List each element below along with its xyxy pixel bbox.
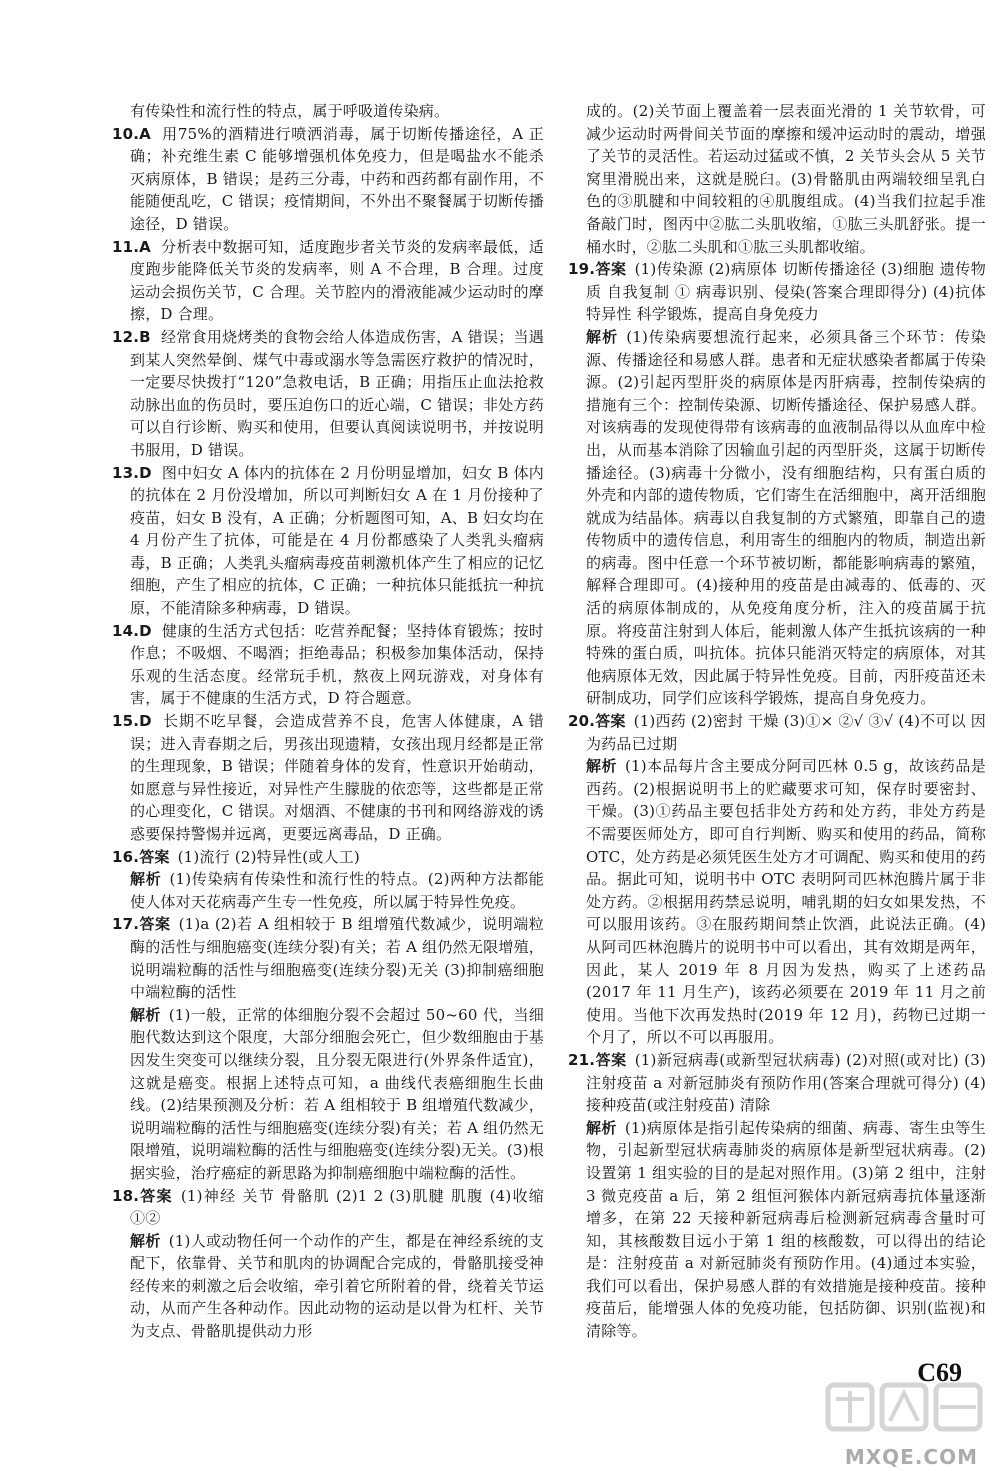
question-number: 18. bbox=[112, 1186, 140, 1205]
question-number: 14.D bbox=[112, 621, 152, 640]
question-text: 经常食用烧烤类的食物会给人体造成伤害，A 错误；当遇到某人突然晕倒、煤气中毒或溺水等急需医疗救护的情况时，一定要尽快拨打“120”急救电话，B 正确；用指压止血法抢救动脉出血的伤员时，要压迫伤口的近心端，C 错误；非处方药可以自行诊断、购买和使用，但要认真阅读说明书，并按说明书服用，D 错误。 bbox=[130, 327, 544, 459]
question-21 bbox=[568, 1049, 986, 1343]
question-15 bbox=[112, 710, 544, 846]
question-18 bbox=[112, 1185, 544, 1343]
answer-text: (1)流行 (2)特异性(或人工) bbox=[177, 847, 360, 866]
answer-label: 答案 bbox=[139, 847, 170, 866]
analysis-text: (1)传染病有传染性和流行性的特点。(2)两种方法都能使人体对天花病毒产生专一性免疫，所以属于特异性免疫。 bbox=[130, 870, 544, 911]
answer-text: (1)a (2)若 A 组相较于 B 组增殖代数减少，说明端粒酶的活性与细胞癌变(连续分裂)有关；若 A 组仍然无限增殖，说明端粒酶的活性与细胞癌变(连续分裂)无关 (3)抑制癌细胞中端粒酶的活性 bbox=[130, 915, 544, 1002]
answer-line bbox=[112, 913, 544, 1003]
analysis-text: (1)人或动物任何一个动作的产生，都是在神经系统的支配下，依靠骨、关节和肌肉的协调配合完成的，骨骼肌接受神经传来的刺激之后会收缩，牵引着它所附着的骨，绕着关节运动，从而产生各种动作。因此动物的运动是以骨为杠杆、关节为支点、骨骼肌提供动力形 bbox=[130, 1231, 544, 1341]
answer-text: (1)西药 (2)密封 干燥 (3)①× ②√ ③√ (4)不可以 因为药品已过期 bbox=[586, 712, 986, 753]
question-20 bbox=[568, 710, 986, 1049]
intro-text: 有传染性和流行性的特点，属于呼吸道传染病。 bbox=[130, 102, 450, 120]
answer-label: 答案 bbox=[595, 712, 626, 731]
question-number: 13.D bbox=[112, 463, 152, 482]
answer-line bbox=[568, 710, 986, 755]
question-18-continued: 成的。(2)关节面上覆盖着一层表面光滑的 1 关节软骨，可减少运动时两骨间关节面的摩擦和缓冲运动时的震动，增强了关节的灵活性。若运动过猛或不慎，2 关节头会从 5 关节窝里滑脱出来，这就是脱臼。(3)骨骼肌由两端较细呈乳白色的③肌腱和中间较粗的④肌腹组成。(4)当我们拉起手准备敲门时，图丙中②肱二头肌收缩，①肱三头肌舒张。提一桶水时，②肱二头肌和①肱三头肌都收缩。 bbox=[586, 102, 986, 256]
answer-text: (1)新冠病毒(或新型冠状病毒) (2)对照(或对比) (3)注射疫苗 a 对新冠肺炎有预防作用(答案合理就可得分) (4)接种疫苗(或注射疫苗) 清除 bbox=[586, 1050, 986, 1115]
question-number: 15.D bbox=[112, 712, 152, 731]
answer-label: 答案 bbox=[139, 1186, 173, 1205]
analysis-line bbox=[112, 1230, 544, 1343]
analysis-label: 解析 bbox=[586, 1118, 617, 1137]
question-11 bbox=[112, 236, 544, 326]
question-number: 12.B bbox=[112, 327, 151, 346]
question-17 bbox=[112, 913, 544, 1184]
question-number: 19. bbox=[568, 260, 596, 279]
answer-line bbox=[112, 1185, 544, 1230]
page-number: C69 bbox=[917, 1358, 962, 1387]
question-12 bbox=[112, 326, 544, 462]
question-number: 10.A bbox=[112, 124, 151, 143]
left-column bbox=[112, 100, 544, 1343]
answer-label: 答案 bbox=[139, 915, 171, 934]
question-number: 17. bbox=[112, 915, 140, 934]
analysis-text: (1)本品每片含主要成分阿司匹林 0.5 g，故该药品是西药。(2)根据说明书上的贮藏要求可知，保存时要密封、干燥。(3)①药品主要包括非处方药和处方药，非处方药是不需要医师处方，即可自行判断、购买和使用的药品，简称 OTC，处方药是必须凭医生处方才可调配、购买和使用的药品。据此可知，说明书中 OTC 表明阿司匹林泡腾片属于非处方药。②根据用药禁忌说明，哺乳期的妇女如果发热，不可以服用该药。③在服药期间禁止饮酒，此说法正确。(4)从阿司匹林泡腾片的说明书中可以看出，其有效期是两年，因此，某人 2019 年 8 月因为发热，购买了上述药品(2017 年 11 月生产)，该药必须要在 2019 年 11 月之前使用。当他下次再发热时(2019 年 12 月)，药物已过期一个月了，所以不可以再服用。 bbox=[586, 757, 986, 1047]
analysis-text: (1)一般，正常的体细胞分裂不会超过 50~60 代，当细胞代数达到这个限度，大部分细胞会死亡，但少数细胞由于基因发生突变可以继续分裂，且分裂无限进行(外界条件适宜)，这就是癌变。根据上述特点可知，a 曲线代表癌细胞生长曲线。(2)结果预测及分析：若 A 组相较于 B 组增殖代数减少，说明端粒酶的活性与细胞癌变(连续分裂)有关；若 A 组仍然无限增殖，说明端粒酶的活性与细胞癌变(连续分裂)无关。(3)根据实验，治疗癌症的新思路为抑制癌细胞中端粒酶的活性。 bbox=[130, 1005, 544, 1182]
analysis-text: (1)传染病要想流行起来，必须具备三个环节：传染源、传播途径和易感人群。患者和无症状感染者都属于传染源。(2)引起丙型肝炎的病原体是丙肝病毒，控制传染病的措施有三个：控制传染源、切断传播途径、保护易感人群。对该病毒的发现使得带有该病毒的血液制品得以从血库中检出，从而基本消除了因输血引起的丙型肝炎，这属于切断传播途径。(3)病毒十分微小，没有细胞结构，只有蛋白质的外壳和内部的遗传物质，它们寄生在活细胞中，离开活细胞就成为结晶体。病毒以自我复制的方式繁殖，即靠自己的遗传物质中的遗传信息，利用寄生的细胞内的物质，制造出新的病毒。图中任意一个环节被切断，都能影响病毒的繁殖，解释合理即可。(4)接种用的疫苗是由减毒的、低毒的、灭活的病原体制成的，从免疫角度分析，注入的疫苗属于抗原。将疫苗注射到人体后，能刺激人体产生抵抗该病的一种特殊的蛋白质，叫抗体。抗体只能消灭特定的病原体，对其他病原体无效，因此属于特异性免疫。目前，丙肝疫苗还未研制成功，同学们应该科学锻炼，提高自身免疫力。 bbox=[586, 327, 986, 708]
analysis-line bbox=[112, 1004, 544, 1185]
answer-line bbox=[568, 1049, 986, 1117]
question-text: 用75%的酒精进行喷洒消毒，属于切断传播途径，A 正确；补充维生素 C 能够增强机体免疫力，但是喝盐水不能杀灭病原体，B 错误；是药三分毒，中药和西药都有副作用，不能随便乱吃，C 错误；疫情期间，不外出不聚餐属于切断传播途径，D 错误。 bbox=[130, 124, 544, 233]
right-column bbox=[568, 100, 986, 1343]
analysis-label: 解析 bbox=[130, 870, 162, 889]
answer-label: 答案 bbox=[595, 1050, 627, 1069]
analysis-text: (1)病原体是指引起传染病的细菌、病毒、寄生虫等生物，引起新型冠状病毒肺炎的病原体是新型冠状病毒。(2)设置第 1 组实验的目的是起对照作用。(3)第 2 组中，注射 3 微克疫苗 a 后，第 2 组恒河猴体内新冠病毒抗体量逐渐增多，在第 22 天接种新冠病毒后检测新冠病毒含量时可知，其核酸数目远小于第 1 组的核酸数，可以得出的结论是：注射疫苗 a 对新冠肺炎有预防作用。(4)通过本实验，我们可以看出，保护易感人群的有效措施是接种疫苗。接种疫苗后，能增强人体的免疫功能，包括防御、识别(监视)和清除等。 bbox=[586, 1118, 987, 1341]
answer-line bbox=[568, 258, 986, 326]
question-text: 图中妇女 A 体内的抗体在 2 月份明显增加，妇女 B 体内的抗体在 2 月份没增加，所以可判断妇女 A 在 1 月份接种了疫苗，妇女 B 没有，A 正确；分析题图可知，A、B 妇女均在 4 月份产生了抗体，可能是在 4 月份都感染了人类乳头瘤病毒，B 正确；人类乳头瘤病毒疫苗刺激机体产生了相应的记忆细胞，产生了相应的抗体，C 正确；一种抗体只能抵抗一种抗原，不能清除多种病毒，D 错误。 bbox=[130, 463, 545, 618]
question-number: 16. bbox=[112, 847, 140, 866]
watermark-text: MXQE.COM bbox=[844, 1445, 978, 1469]
question-text: 健康的生活方式包括：吃营养配餐；坚持体育锻炼；按时作息；不吸烟、不喝酒；拒绝毒品；积极参加集体活动，保持乐观的生活态度。经常玩手机，熬夜上网玩游戏，对身体有害，属于不健康的生活方式，D 符合题意。 bbox=[130, 621, 544, 708]
answer-text: (1)神经 关节 骨骼肌 (2)1 2 (3)肌腱 肌腹 (4)收缩 ①② bbox=[130, 1186, 544, 1228]
answer-label: 答案 bbox=[595, 260, 627, 279]
question-14 bbox=[112, 620, 544, 710]
question-16 bbox=[112, 846, 544, 914]
analysis-line bbox=[568, 755, 986, 1049]
question-13 bbox=[112, 462, 544, 620]
analysis-line bbox=[568, 1117, 986, 1343]
question-number: 20. bbox=[568, 712, 596, 731]
analysis-label: 解析 bbox=[130, 1231, 161, 1250]
question-10 bbox=[112, 123, 544, 236]
answer-text: (1)传染源 (2)病原体 切断传播途径 (3)细胞 遗传物质 自我复制 ① 病毒识别、侵染(答案合理即得分) (4)抗体 特异性 科学锻炼，提高自身免疫力 bbox=[586, 260, 986, 324]
question-number: 11.A bbox=[112, 237, 151, 256]
answer-line bbox=[112, 846, 544, 869]
analysis-line bbox=[568, 326, 986, 710]
analysis-label: 解析 bbox=[130, 1005, 161, 1024]
analysis-label: 解析 bbox=[586, 757, 617, 776]
analysis-label: 解析 bbox=[586, 327, 619, 346]
analysis-line bbox=[112, 868, 544, 913]
question-text: 分析表中数据可知，适度跑步者关节炎的发病率最低，适度跑步能降低关节炎的发病率，则 A 不合理，B 合理。过度运动会损伤关节，C 合理。关节腔内的滑液能减少运动时的摩擦，D 合理。 bbox=[130, 237, 544, 324]
question-number: 21. bbox=[568, 1050, 596, 1069]
question-text: 长期不吃早餐，会造成营养不良，危害人体健康，A 错误；进入青春期之后，男孩出现遗精，女孩出现月经都是正常的生理现象，B 错误；伴随着身体的发育，性意识开始萌动，如愿意与异性接近，对异性产生朦胧的依恋等，这些都是正常的心理变化，C 错误。对烟酒、不健康的书刊和网络游戏的诱惑要保持警惕并远离，更要远离毒品，D 正确。 bbox=[130, 712, 545, 843]
question-19 bbox=[568, 258, 986, 710]
